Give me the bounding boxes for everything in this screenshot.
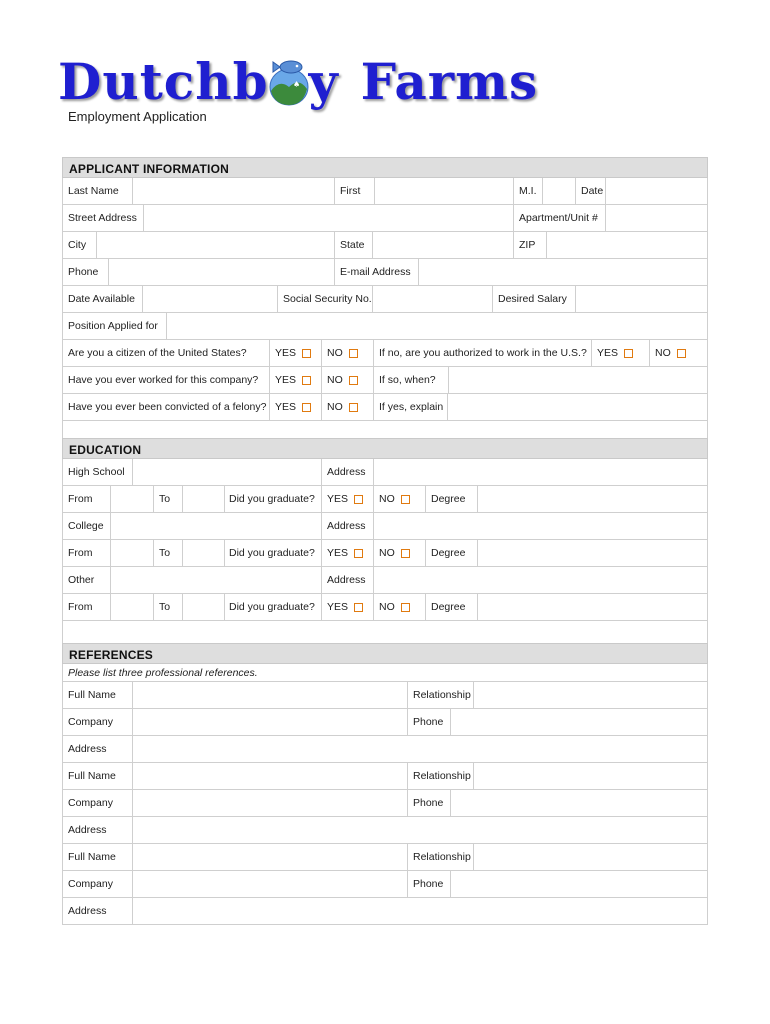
- company-label: Company: [68, 716, 113, 728]
- checkbox-icon[interactable]: [302, 376, 311, 385]
- position-field[interactable]: [166, 313, 709, 339]
- form-row: [62, 898, 708, 925]
- ref-address-field[interactable]: [132, 898, 709, 924]
- graduate-no[interactable]: NO: [379, 486, 410, 512]
- college-address-label: Address: [327, 520, 366, 532]
- from-field[interactable]: [110, 486, 153, 512]
- form-row: [62, 232, 708, 259]
- ssn-label: Social Security No.: [283, 293, 372, 305]
- form-row: [62, 205, 708, 232]
- date-available-field[interactable]: [142, 286, 277, 312]
- company-label: Company: [68, 878, 113, 890]
- relationship-field[interactable]: [473, 844, 709, 870]
- form-row: [62, 817, 708, 844]
- form-row: [62, 259, 708, 286]
- other-label: Other: [68, 574, 95, 586]
- full-name-label: Full Name: [68, 770, 116, 782]
- ref-address-label: Address: [68, 905, 107, 917]
- desired-salary-label: Desired Salary: [498, 293, 567, 305]
- city-label: City: [68, 239, 87, 251]
- full-name-label: Full Name: [68, 689, 116, 701]
- logo-text-part3: Farms: [360, 52, 539, 111]
- other-field[interactable]: [110, 567, 321, 593]
- high-school-label: High School: [68, 466, 125, 478]
- when-field[interactable]: [448, 367, 709, 393]
- graduate-question: Did you graduate?: [229, 493, 315, 505]
- form-row: [62, 313, 708, 340]
- ssn-field[interactable]: [372, 286, 492, 312]
- checkbox-icon[interactable]: [401, 549, 410, 558]
- form-row: [62, 486, 708, 513]
- ref-phone-field[interactable]: [450, 871, 709, 897]
- date-available-label: Date Available: [68, 293, 135, 305]
- form-row: [62, 682, 708, 709]
- company-field[interactable]: [132, 709, 407, 735]
- checkbox-icon[interactable]: [302, 349, 311, 358]
- felony-question: Have you ever been convicted of a felony?: [68, 401, 267, 413]
- company-field[interactable]: [132, 790, 407, 816]
- email-label: E-mail Address: [340, 266, 411, 278]
- to-label: To: [159, 601, 171, 613]
- section-heading-applicant: APPLICANT INFORMATION: [62, 157, 708, 178]
- state-label: State: [340, 239, 365, 251]
- mi-field[interactable]: [542, 178, 575, 204]
- graduate-no[interactable]: NO: [379, 540, 410, 566]
- checkbox-icon[interactable]: [677, 349, 686, 358]
- full-name-field[interactable]: [132, 763, 407, 789]
- logo-text-part1: Dutchb: [58, 52, 269, 111]
- felony-no[interactable]: NO: [327, 394, 358, 420]
- college-address-field[interactable]: [373, 513, 709, 539]
- ref-address-label: Address: [68, 743, 107, 755]
- phone-label: Phone: [68, 266, 99, 278]
- citizen-question: Are you a citizen of the United States?: [68, 347, 247, 359]
- explain-field[interactable]: [447, 394, 709, 420]
- checkbox-icon[interactable]: [354, 549, 363, 558]
- desired-salary-field[interactable]: [575, 286, 709, 312]
- apartment-label: Apartment/Unit #: [519, 212, 598, 224]
- checkbox-icon[interactable]: [401, 603, 410, 612]
- relationship-field[interactable]: [473, 682, 709, 708]
- checkbox-icon[interactable]: [624, 349, 633, 358]
- form-row: [62, 871, 708, 898]
- to-field[interactable]: [182, 486, 224, 512]
- relationship-label: Relationship: [413, 851, 471, 863]
- form-row: [62, 790, 708, 817]
- section-spacer: [62, 421, 708, 438]
- references-note: Please list three professional references.: [68, 666, 258, 679]
- relationship-label: Relationship: [413, 770, 471, 782]
- checkbox-icon[interactable]: [349, 376, 358, 385]
- worked-question: Have you ever worked for this company?: [68, 374, 259, 386]
- full-name-field[interactable]: [132, 844, 407, 870]
- state-field[interactable]: [372, 232, 513, 258]
- authorized-yes[interactable]: YES: [597, 340, 633, 366]
- graduate-question: Did you graduate?: [229, 601, 315, 613]
- to-label: To: [159, 547, 171, 559]
- form-row: [62, 286, 708, 313]
- form-row: [62, 340, 708, 367]
- graduate-question: Did you graduate?: [229, 547, 315, 559]
- last-name-label: Last Name: [68, 185, 119, 197]
- high-school-address-label: Address: [327, 466, 366, 478]
- form-row: [62, 709, 708, 736]
- mi-label: M.I.: [519, 185, 537, 197]
- from-label: From: [68, 493, 93, 505]
- form-row: [62, 736, 708, 763]
- from-field[interactable]: [110, 594, 153, 620]
- first-name-field[interactable]: [374, 178, 513, 204]
- section-heading-references: REFERENCES: [62, 643, 708, 664]
- college-field[interactable]: [110, 513, 321, 539]
- checkbox-icon[interactable]: [302, 403, 311, 412]
- form-row: [62, 763, 708, 790]
- section-spacer: [62, 621, 708, 643]
- email-field[interactable]: [418, 259, 709, 285]
- phone-field[interactable]: [108, 259, 334, 285]
- ref-address-label: Address: [68, 824, 107, 836]
- authorized-question: If no, are you authorized to work in the U.S.?: [379, 347, 587, 359]
- citizen-no[interactable]: NO: [327, 340, 358, 366]
- checkbox-icon[interactable]: [401, 495, 410, 504]
- degree-label: Degree: [431, 601, 466, 613]
- page-subtitle: Employment Application: [68, 109, 207, 124]
- to-label: To: [159, 493, 171, 505]
- logo-text-part2: y: [308, 52, 339, 111]
- to-field[interactable]: [182, 594, 224, 620]
- relationship-field[interactable]: [473, 763, 709, 789]
- application-form: [62, 157, 708, 925]
- explain-label: If yes, explain: [379, 401, 444, 413]
- from-field[interactable]: [110, 540, 153, 566]
- city-field[interactable]: [96, 232, 334, 258]
- degree-field[interactable]: [477, 540, 709, 566]
- street-address-label: Street Address: [68, 212, 137, 224]
- section-heading-education: EDUCATION: [62, 438, 708, 459]
- other-address-field[interactable]: [373, 567, 709, 593]
- ref-phone-label: Phone: [413, 716, 444, 728]
- date-label: Date: [581, 185, 604, 197]
- college-label: College: [68, 520, 104, 532]
- ref-phone-label: Phone: [413, 878, 444, 890]
- full-name-field[interactable]: [132, 682, 407, 708]
- degree-label: Degree: [431, 547, 466, 559]
- company-label: Company: [68, 797, 113, 809]
- form-row: [62, 540, 708, 567]
- zip-label: ZIP: [519, 239, 536, 251]
- citizen-yes[interactable]: YES: [275, 340, 311, 366]
- ref-address-field[interactable]: [132, 736, 709, 762]
- form-row: [62, 367, 708, 394]
- degree-field[interactable]: [477, 486, 709, 512]
- fish-globe-icon: [267, 57, 311, 107]
- ref-phone-label: Phone: [413, 797, 444, 809]
- worked-no[interactable]: NO: [327, 367, 358, 393]
- company-logo: [58, 52, 538, 112]
- ref-phone-field[interactable]: [450, 709, 709, 735]
- form-row: [62, 594, 708, 621]
- date-field[interactable]: [605, 178, 709, 204]
- checkbox-icon[interactable]: [349, 349, 358, 358]
- svg-text:♠: ♠: [292, 80, 300, 89]
- form-row: [62, 394, 708, 421]
- authorized-no[interactable]: NO: [655, 340, 686, 366]
- graduate-yes[interactable]: YES: [327, 540, 363, 566]
- checkbox-icon[interactable]: [354, 603, 363, 612]
- to-field[interactable]: [182, 540, 224, 566]
- worked-yes[interactable]: YES: [275, 367, 311, 393]
- form-row: [62, 567, 708, 594]
- checkbox-icon[interactable]: [349, 403, 358, 412]
- when-label: If so, when?: [379, 374, 436, 386]
- from-label: From: [68, 601, 93, 613]
- first-name-label: First: [340, 185, 361, 197]
- company-field[interactable]: [132, 871, 407, 897]
- position-label: Position Applied for: [68, 320, 158, 332]
- form-row: [62, 513, 708, 540]
- form-row: [62, 844, 708, 871]
- high-school-field[interactable]: [132, 459, 321, 485]
- relationship-label: Relationship: [413, 689, 471, 701]
- from-label: From: [68, 547, 93, 559]
- graduate-yes[interactable]: YES: [327, 594, 363, 620]
- degree-field[interactable]: [477, 594, 709, 620]
- form-row: [62, 178, 708, 205]
- full-name-label: Full Name: [68, 851, 116, 863]
- felony-yes[interactable]: YES: [275, 394, 311, 420]
- zip-field[interactable]: [546, 232, 709, 258]
- degree-label: Degree: [431, 493, 466, 505]
- graduate-yes[interactable]: YES: [327, 486, 363, 512]
- graduate-no[interactable]: NO: [379, 594, 410, 620]
- last-name-field[interactable]: [132, 178, 334, 204]
- references-note-row: [62, 664, 708, 682]
- street-address-field[interactable]: [143, 205, 513, 231]
- form-row: [62, 459, 708, 486]
- apartment-field[interactable]: [605, 205, 709, 231]
- checkbox-icon[interactable]: [354, 495, 363, 504]
- ref-address-field[interactable]: [132, 817, 709, 843]
- ref-phone-field[interactable]: [450, 790, 709, 816]
- other-address-label: Address: [327, 574, 366, 586]
- high-school-address-field[interactable]: [373, 459, 709, 485]
